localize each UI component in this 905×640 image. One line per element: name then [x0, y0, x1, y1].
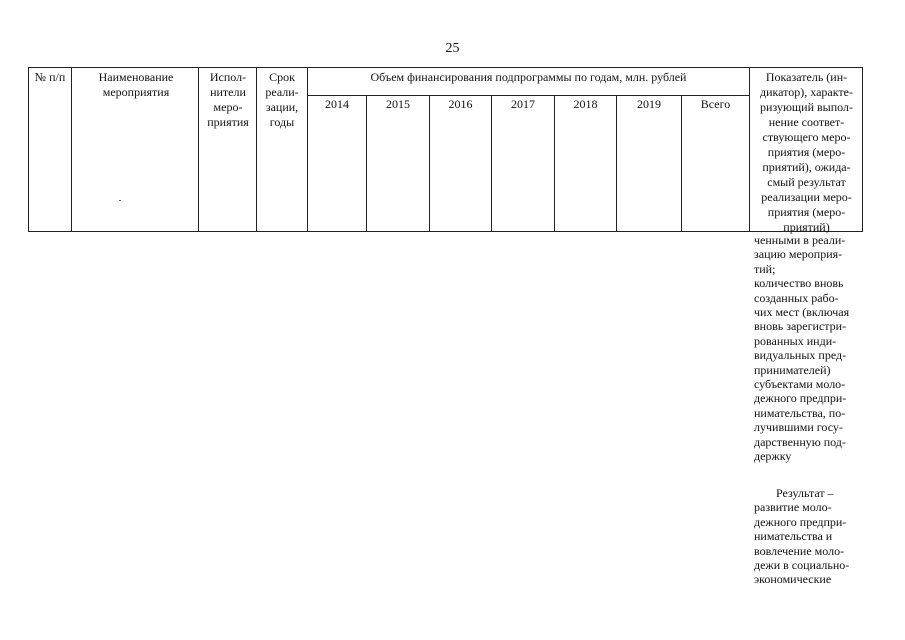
continuation-line: дежного предпри-	[754, 391, 847, 406]
continuation-line: рованных инди-	[754, 333, 837, 348]
year-2015: 2015	[386, 97, 410, 111]
header-name: Наименование мероприятия	[98, 70, 174, 99]
continuation-line: дарственную под-	[754, 434, 846, 449]
year-total: Всего	[700, 97, 731, 111]
continuation-line: вновь зарегистри-	[754, 319, 847, 334]
continuation-line: субъектами моло-	[754, 377, 846, 392]
continuation-line: лучившими госу-	[754, 420, 843, 435]
page-number: 25	[445, 41, 460, 56]
result-line: экономические	[754, 572, 832, 587]
col-divider-indicator	[749, 67, 750, 232]
col-divider-funding	[307, 67, 308, 232]
year-2016: 2016	[448, 97, 473, 111]
year-2018: 2018	[573, 97, 598, 111]
years-row-border	[308, 95, 749, 96]
continuation-line: держку	[754, 449, 792, 464]
header-num: № п/п	[34, 70, 66, 84]
result-line: дежи в социально-	[754, 558, 850, 573]
continuation-line: нимательства, по-	[754, 405, 846, 420]
col-divider-2016	[429, 96, 430, 232]
table-bottom-border	[28, 231, 863, 232]
header-executors: Испол-нители меро-приятия	[207, 70, 249, 129]
col-divider-executors	[198, 67, 199, 232]
col-divider-2015	[366, 96, 367, 232]
result-line: развитие моло-	[754, 500, 832, 515]
header-term: Срок реали-зации, годы	[265, 70, 299, 129]
col-divider-2018	[554, 96, 555, 232]
continuation-line: принимателей)	[754, 362, 831, 377]
continuation-line: ченными в реали-	[754, 233, 846, 247]
indicator-continuation	[754, 233, 862, 464]
col-divider-name	[71, 67, 72, 232]
table-right-border	[862, 67, 863, 232]
year-2019: 2019	[637, 97, 661, 111]
col-divider-total	[681, 96, 682, 232]
year-2017: 2017	[511, 97, 535, 111]
header-funding: Объем финансирования подпрограммы по годам, млн. рублей	[370, 70, 687, 84]
result-line: нимательства и	[754, 529, 833, 544]
continuation-line: количество вновь	[754, 276, 844, 291]
result-line: вовлечение моло-	[754, 543, 845, 558]
year-2014: 2014	[325, 97, 349, 111]
col-divider-2019	[616, 96, 617, 232]
continuation-line: зацию мероприя-	[754, 247, 843, 262]
table-left-border	[28, 67, 29, 232]
result-line: дежного предпри-	[754, 514, 847, 529]
continuation-line: тий;	[754, 261, 776, 276]
scan-speck	[119, 200, 121, 201]
table-top-border	[28, 67, 863, 68]
continuation-line: чих мест (включая	[754, 305, 850, 320]
result-paragraph	[754, 486, 862, 587]
result-line: Результат –	[776, 486, 834, 500]
continuation-line: видуальных пред-	[754, 348, 847, 363]
col-divider-term	[256, 67, 257, 232]
continuation-line: созданных рабо-	[754, 290, 839, 305]
header-indicator: Показатель (ин-дикатор), характе-ризующий выпол-нение соответ-ствующего меро-приятия (меро-приятий), ожида-смый результат реализации меро-приятия (меро-приятий)	[759, 70, 853, 234]
col-divider-2017	[491, 96, 492, 232]
